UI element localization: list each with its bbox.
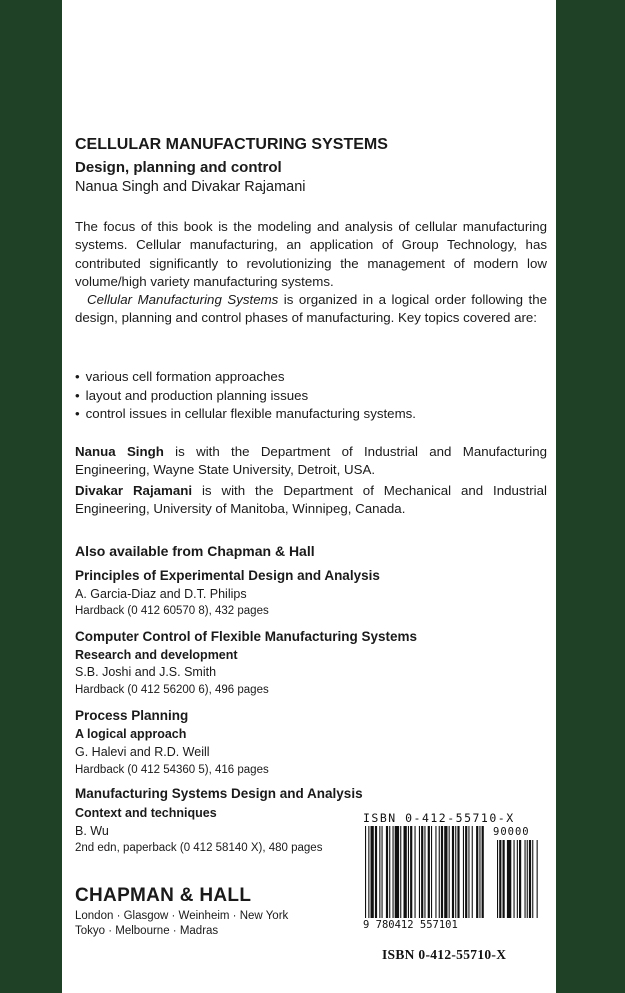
barcode-bar bbox=[428, 826, 430, 918]
related-book-details: Hardback (0 412 60570 8), 432 pages bbox=[75, 605, 269, 617]
author-bio-singh bbox=[75, 443, 547, 480]
book-title: CELLULAR MANUFACTURING SYSTEMS bbox=[75, 136, 388, 153]
barcode-bar bbox=[386, 826, 388, 918]
related-book-subtitle: Context and techniques bbox=[75, 806, 217, 820]
related-book-title: Principles of Experimental Design and Analysis bbox=[75, 568, 380, 583]
key-topics-list bbox=[75, 368, 416, 424]
description-paragraph-2-text: is organized in a logical order following the design, planning and control phases of manufacturing. Key topics covered are: bbox=[75, 292, 547, 326]
isbn-top: ISBN 0-412-55710-X bbox=[363, 811, 515, 825]
barcode-bar bbox=[419, 826, 420, 918]
barcode-bar bbox=[449, 826, 450, 918]
related-book-title: Manufacturing Systems Design and Analysis bbox=[75, 786, 363, 801]
barcode-addon-bar bbox=[517, 840, 518, 918]
barcode-bar bbox=[441, 826, 443, 918]
related-book-details: Hardback (0 412 56200 6), 496 pages bbox=[75, 684, 269, 696]
barcode-bar bbox=[395, 826, 399, 918]
barcode-addon-bar bbox=[525, 840, 526, 918]
related-book-authors: G. Halevi and R.D. Weill bbox=[75, 745, 210, 759]
related-book-authors: A. Garcia-Diaz and D.T. Philips bbox=[75, 587, 247, 601]
barcode-bar bbox=[472, 826, 473, 918]
barcode-bar bbox=[455, 826, 456, 918]
barcode-addon-bar bbox=[529, 840, 531, 918]
barcode-bar bbox=[431, 826, 432, 918]
barcode-bar bbox=[368, 826, 369, 918]
description-paragraph-2 bbox=[75, 291, 547, 328]
barcode-bar bbox=[424, 826, 425, 918]
book-authors: Nanua Singh and Divakar Rajamani bbox=[75, 179, 306, 195]
author-bio-name: Divakar Rajamani bbox=[75, 483, 193, 498]
publisher-name: CHAPMAN & HALL bbox=[75, 885, 252, 906]
barcode-bar bbox=[375, 826, 377, 918]
barcode-bar bbox=[408, 826, 409, 918]
publisher-cities-line-1: London · Glasgow · Weinheim · New York bbox=[75, 910, 289, 922]
related-book-title: Process Planning bbox=[75, 708, 189, 723]
related-book-authors: B. Wu bbox=[75, 824, 109, 838]
barcode-bar bbox=[439, 826, 440, 918]
related-book-subtitle: A logical approach bbox=[75, 727, 187, 741]
related-book-authors: S.B. Joshi and J.S. Smith bbox=[75, 665, 217, 679]
barcode-bar bbox=[393, 826, 394, 918]
barcode-addon-bar bbox=[503, 840, 505, 918]
barcode-bar bbox=[476, 826, 478, 918]
barcode-addon-bar bbox=[497, 840, 498, 918]
list-item: • various cell formation approaches bbox=[75, 368, 416, 387]
barcode-addon-bar bbox=[507, 840, 511, 918]
barcode-bar bbox=[457, 826, 459, 918]
list-item: • control issues in cellular flexible manufacturing systems. bbox=[75, 405, 416, 424]
barcode-addon-bar bbox=[514, 840, 515, 918]
book-subtitle: Design, planning and control bbox=[75, 159, 282, 176]
description-paragraph-1: The focus of this book is the modeling and analysis of cellular manufacturing systems. Cellular manufacturing, an application of Group Technology, has contributed significantly to revolutionizing the management of modern low volume/high variety manufacturing systems. bbox=[75, 219, 547, 289]
barcode-bar bbox=[382, 826, 383, 918]
related-book-title: Computer Control of Flexible Manufacturing Systems bbox=[75, 629, 418, 644]
barcode-graphic bbox=[363, 826, 545, 918]
barcode-bar bbox=[421, 826, 423, 918]
barcode-bar bbox=[410, 826, 412, 918]
barcode-addon-bar bbox=[537, 840, 538, 918]
barcode-bar bbox=[479, 826, 480, 918]
related-book-details: 2nd edn, paperback (0 412 58140 X), 480 pages bbox=[75, 842, 323, 854]
author-bio-rajamani bbox=[75, 482, 547, 519]
barcode-digits: 9 780412 557101 bbox=[363, 919, 458, 931]
barcode-bar bbox=[452, 826, 454, 918]
barcode-addon-bar bbox=[499, 840, 501, 918]
also-available-heading: Also available from Chapman & Hall bbox=[75, 543, 315, 559]
barcode-bar bbox=[415, 826, 416, 918]
barcode-bar bbox=[365, 826, 366, 918]
barcode-bar bbox=[379, 826, 380, 918]
list-item: • layout and production planning issues bbox=[75, 387, 416, 406]
related-book-details: Hardback (0 412 54360 5), 416 pages bbox=[75, 764, 269, 776]
author-bio-name: Nanua Singh bbox=[75, 444, 164, 459]
author-bio-text: is with the Department of Mechanical and Industrial Engineering, University of Manitoba, Winnipeg, Canada. bbox=[75, 483, 547, 517]
barcode-bar bbox=[465, 826, 467, 918]
barcode-bar bbox=[371, 826, 374, 918]
barcode-addon-bar bbox=[527, 840, 528, 918]
barcode-bar bbox=[444, 826, 447, 918]
description-book-title: Cellular Manufacturing Systems bbox=[87, 292, 279, 308]
barcode-bar bbox=[400, 826, 401, 918]
book-description bbox=[75, 218, 547, 328]
barcode-addon-bar bbox=[519, 840, 521, 918]
barcode-bar bbox=[404, 826, 407, 918]
isbn-bottom: ISBN 0-412-55710-X bbox=[382, 947, 507, 962]
barcode-addon-number: 90000 bbox=[493, 826, 530, 838]
barcode-bar bbox=[389, 826, 390, 918]
barcode-bar bbox=[463, 826, 464, 918]
barcode-bar bbox=[482, 826, 484, 918]
publisher-cities-line-2: Tokyo · Melbourne · Madras bbox=[75, 925, 219, 937]
barcode-bar bbox=[435, 826, 436, 918]
author-bio-text: is with the Department of Industrial and Manufacturing Engineering, Wayne State University, Detroit, USA. bbox=[75, 444, 547, 478]
barcode-addon-bar bbox=[532, 840, 533, 918]
related-book-subtitle: Research and development bbox=[75, 648, 238, 662]
barcode-bar bbox=[468, 826, 469, 918]
